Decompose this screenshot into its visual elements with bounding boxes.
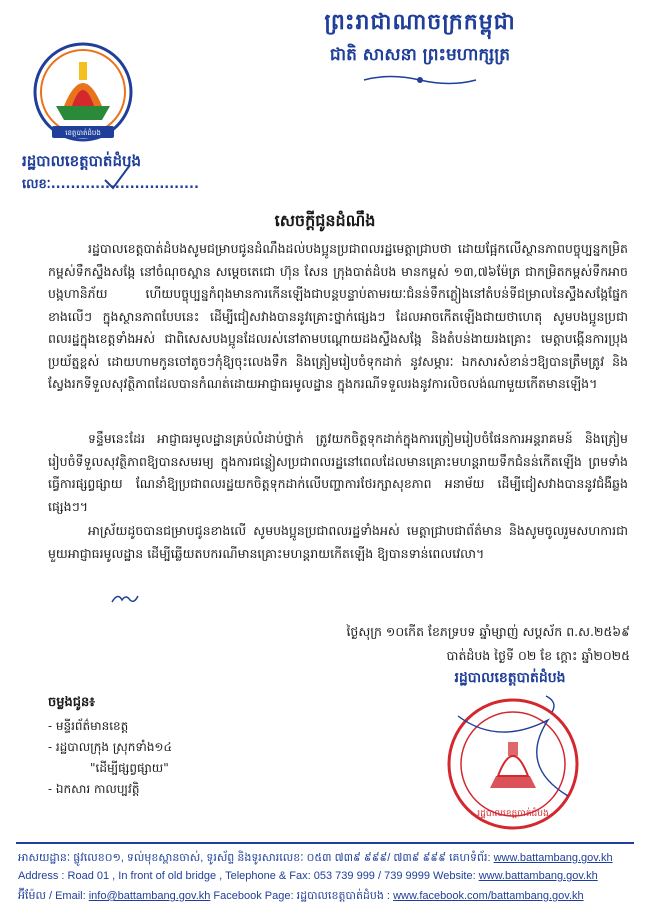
recipients-label: ចម្លងជូន៖ — [48, 695, 95, 710]
footer-address-en: Address : Road 01 , In front of old bridge , Telephone & Fax: 053 739 999 / 739 9999 Website: www.battambang.gov.kh — [18, 870, 598, 882]
checkmark-icon — [102, 162, 132, 192]
footer-contacts: អ៊ីម៉ែល / Email: info@battambang.gov.kh Facebook Page: រដ្ឋបាលខេត្តបាត់ដំបង : www.facebook.com/battambang.gov.kh — [18, 890, 584, 902]
body-paragraph-1: រដ្ឋបាលខេត្តបាត់ដំបងសូមជម្រាបជូនដំណឹងដល់បងប្អូនប្រជាពលរដ្ឋមេត្តាជ្រាបថា ដោយផ្អែកលើស្ថានភាពបច្ចុប្បន្នកម្រិតកម្ពស់ទឹកស្ទឹងសង្កែ នៅចំណុចស្ពាន សម្តេចតេជោ ហ៊ុន សែន ក្រុងបាត់ដំបង មានកម្ពស់ ១៣,៧៦ម៉ែត្រ ជាកម្រិតកម្ពស់ទឹកអាចបង្កហានិភ័យ ហើយបច្ចុប្បន្នកំពុងមានការកើនឡើងជាបន្តបន្ទាប់តាមរយៈជំនន់ទឹកភ្លៀងនៅតំបន់ទីជម្រាលនៃស្ទឹងសង្កែផ្នែកខាងលើៗ ក្នុងស្ថានភាពបែបនេះ ដើម្បីជៀសវាងបាននូវគ្រោះថ្នាក់ផ្សេងៗ ដែលអាចកើតឡើងជាយថាហេតុ សូមបងប្អូនប្រជាពលរដ្ឋក្នុងខេត្តទាំងអស់ ជាពិសេសបងប្អូនដែលរស់នៅតាមបណ្តោយដងស្ទឹងសង្កែ និងតំបន់ងាយរងគ្រោះ មេត្តាបង្កើនការប្រុងប្រយ័ត្នខ្ពស់ ដោយហាមកូនចៅតូចៗកុំឱ្យចុះលេងទឹក និងត្រៀមរៀបចំទុកដាក់ នូវសម្ភារៈ ឯកសារសំខាន់ៗឱ្យបានត្រឹមត្រូវ និងស្វែងរកទីទួលសុវត្ថិភាពដែលបានកំណត់ដោយអាជ្ញាធរមូលដ្ឋាន ក្នុងករណីទទួលរងនូវការលិចលង់ណាមួយកើតមានឡើង។ — [48, 241, 628, 391]
website-link-kh[interactable]: www.battambang.gov.kh — [493, 852, 613, 864]
website-link-en[interactable]: www.battambang.gov.kh — [478, 870, 598, 882]
svg-text:ខេត្តបាត់ដំបង: ខេត្តបាត់ដំបង — [65, 129, 101, 137]
kingdom-heading: ព្រះរាជាណាចក្រកម្ពុជា — [324, 10, 516, 35]
email-link[interactable]: info@battambang.gov.kh — [88, 890, 211, 902]
list-item: - រដ្ឋបាលក្រុង ស្រុកទាំង១៤ — [48, 740, 173, 754]
footer-address-kh: អាសយដ្ឋានៈ ផ្លូវលេខ០១, ទល់មុខស្ពានចាស់, ទូរស័ព្ទ និងទូរសារលេខៈ ០៥៣ ៧៣៩ ៩៩៩/ ៧៣៩ ៩៩៩ គេហទំព័រ: www.battambang.gov.kh — [18, 852, 613, 864]
facebook-link[interactable]: www.facebook.com/battambang.gov.kh — [393, 890, 584, 902]
initials-mark-icon — [110, 590, 140, 606]
body-paragraph-3: អាស្រ័យដូចបានជម្រាបជូនខាងលើ សូមបងប្អូនប្រជាពលរដ្ឋទាំងអស់ មេត្តាជ្រាបជាព័ត៌មាន និងសូមចូលរួមសហការជាមួយអាជ្ញាធរមូលដ្ឋាន ដើម្បីឆ្លើយតបករណីមានគ្រោះមហន្តរាយកើតឡើង ឱ្យបានទាន់ពេលវេលា។ — [48, 523, 628, 561]
issuing-office: រដ្ឋបាលខេត្តបាត់ដំបង — [22, 152, 142, 170]
lunar-date: ថ្ងៃសុក្រ ១០កើត ខែភទ្របទ ឆ្នាំម្សាញ់ សប្តស័ក ព.ស.២៥៦៩ — [346, 624, 630, 639]
recipients-list — [48, 716, 172, 800]
ornament-divider-icon — [360, 73, 480, 87]
signer-office: រដ្ឋបាលខេត្តបាត់ដំបង — [454, 670, 566, 686]
list-item: - ឯកសារ កាលប្បវត្តិ — [48, 782, 140, 796]
reference-number-label: លេខៈ.............................. — [22, 177, 199, 192]
list-item: "ដើម្បីផ្សព្វផ្សាយ" — [90, 761, 169, 775]
province-emblem-icon — [28, 40, 138, 150]
solar-date: បាត់ដំបង ថ្ងៃទី ០២ ខែ ក្តោះ ឆ្នាំ២០២៥ — [446, 648, 630, 663]
page-title: សេចក្តីជូនដំណឹង — [274, 211, 376, 230]
footer-divider — [16, 842, 634, 844]
list-item: - មន្ទីរព័ត៌មានខេត្ត — [48, 719, 129, 733]
national-motto: ជាតិ សាសនា ព្រះមហាក្សត្រ — [329, 45, 511, 65]
official-seal-icon — [428, 686, 598, 836]
body-paragraph-2: ទន្ទឹមនេះដែរ អាជ្ញាធរមូលដ្ឋានគ្រប់លំដាប់ថ្នាក់ ត្រូវយកចិត្តទុកដាក់ក្នុងការត្រៀមរៀបចំផែនការអន្តរាគមន៍ និងត្រៀមរៀបចំទីទួលសុវត្ថិភាពឱ្យបានសមរម្យ ក្នុងការជន្លៀសប្រជាពលរដ្ឋនៅពេលដែលមានគ្រោះមហន្តរាយទឹកជំនន់កើតឡើង ព្រមទាំងធ្វើការផ្សព្វផ្សាយ ណែនាំឱ្យប្រជាពលរដ្ឋយកចិត្តទុកដាក់លើបញ្ហាការថែរក្សាសុខភាព អនាម័យ ដើម្បីជៀសវាងបាននូវជំងឺឆ្លងផ្សេងៗ។ — [48, 431, 628, 514]
svg-text:រដ្ឋបាលខេត្តបាត់ដំបង: រដ្ឋបាលខេត្តបាត់ដំបង — [477, 809, 549, 819]
